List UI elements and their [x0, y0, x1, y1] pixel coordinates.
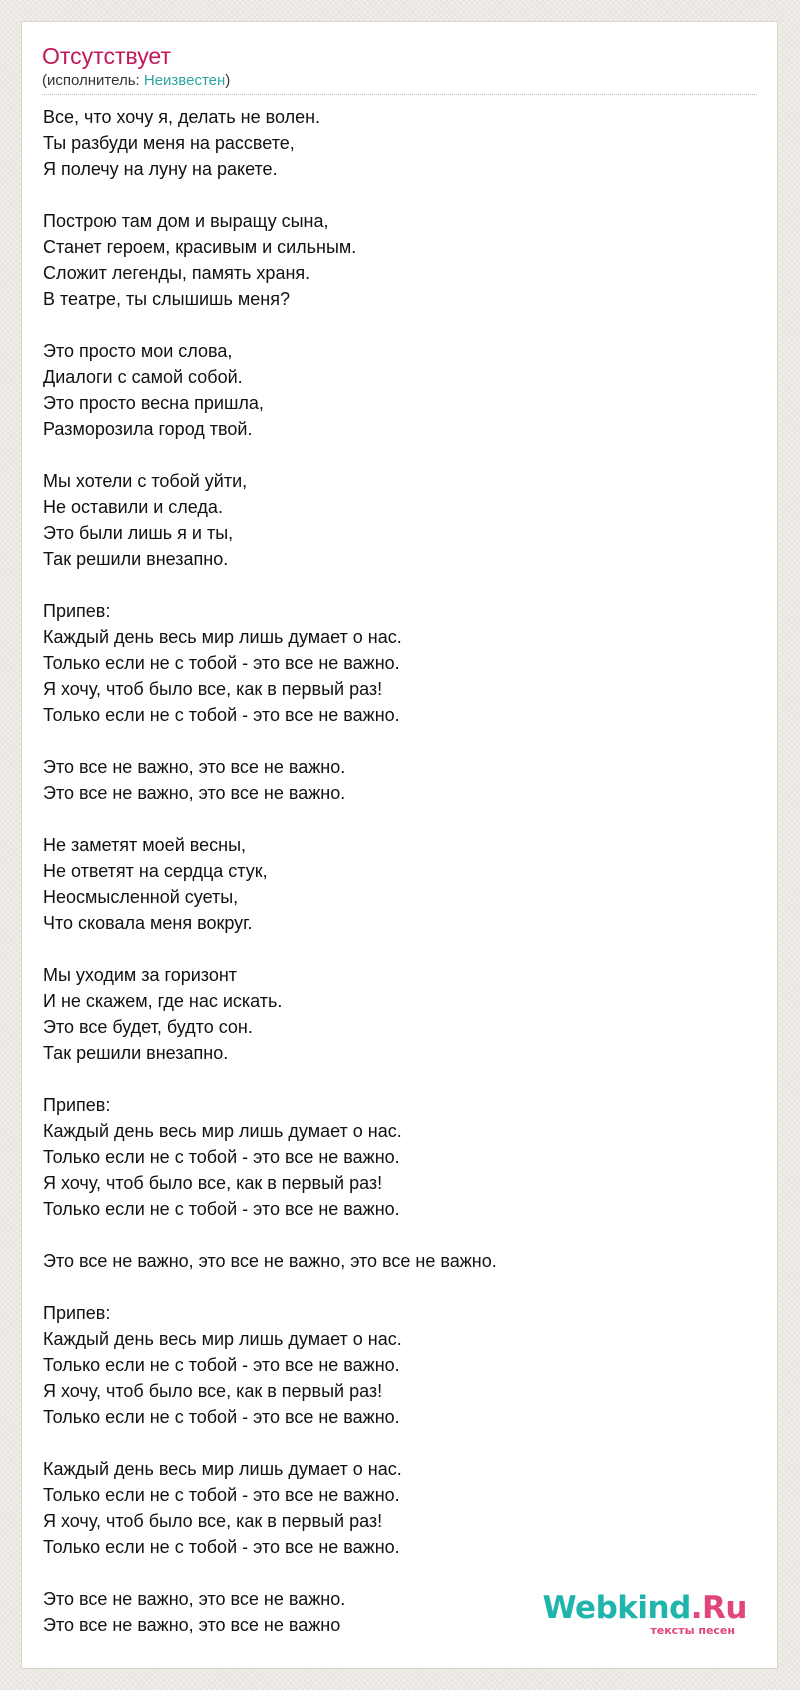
lyric-line: Я хочу, чтоб было все, как в первый раз!	[43, 679, 383, 699]
stanza-gap	[43, 1560, 743, 1586]
stanza-gap	[43, 442, 743, 468]
logo-brand: Webkind	[542, 1590, 691, 1626]
stanza-gap	[43, 1274, 743, 1300]
stanza-gap	[43, 182, 743, 208]
stanza-gap	[43, 312, 743, 338]
lyric-line: Я полечу на луну на ракете.	[43, 159, 278, 179]
lyric-line: Это все не важно, это все не важно.	[43, 783, 346, 803]
stanza-gap	[43, 806, 743, 832]
lyric-line: Припев:	[43, 601, 111, 621]
lyric-line: Я хочу, чтоб было все, как в первый раз!	[43, 1381, 383, 1401]
lyric-line: Построю там дом и выращу сына,	[43, 211, 329, 231]
lyric-line: Что сковала меня вокруг.	[43, 913, 253, 933]
artist-suffix: )	[225, 72, 231, 89]
lyric-line: Только если не с тобой - это все не важно.	[43, 1199, 400, 1219]
logo-tagline: тексты песен	[650, 1624, 735, 1637]
lyric-line: Припев:	[43, 1095, 111, 1115]
lyric-line: Не оставили и следа.	[43, 497, 223, 517]
artist-prefix: (исполнитель:	[42, 72, 144, 89]
lyric-line: Каждый день весь мир лишь думает о нас.	[43, 1329, 402, 1349]
lyric-line: Только если не с тобой - это все не важно.	[43, 1407, 400, 1427]
lyrics-body	[43, 104, 743, 1638]
lyric-line: Разморозила город твой.	[43, 419, 253, 439]
header-divider	[42, 94, 757, 95]
lyric-line: Это просто мои слова,	[43, 341, 233, 361]
site-logo[interactable]	[542, 1590, 747, 1642]
lyric-line: Это все будет, будто сон.	[43, 1017, 253, 1037]
lyric-line: Это были лишь я и ты,	[43, 523, 234, 543]
lyric-line: Ты разбуди меня на рассвете,	[43, 133, 295, 153]
lyric-line: В театре, ты слышишь меня?	[43, 289, 290, 309]
artist-line	[42, 72, 230, 90]
stanza-gap	[43, 1066, 743, 1092]
stanza-gap	[43, 1222, 743, 1248]
lyric-line: Только если не с тобой - это все не важно.	[43, 705, 400, 725]
lyric-line: Так решили внезапно.	[43, 1043, 229, 1063]
lyrics-card	[21, 21, 778, 1669]
lyric-line: Так решили внезапно.	[43, 549, 229, 569]
lyric-line: Мы хотели с тобой уйти,	[43, 471, 248, 491]
stanza-gap	[43, 936, 743, 962]
lyric-line: Я хочу, чтоб было все, как в первый раз!	[43, 1511, 383, 1531]
lyric-line: Только если не с тобой - это все не важно.	[43, 1355, 400, 1375]
stanza-gap	[43, 572, 743, 598]
lyric-line: Это просто весна пришла,	[43, 393, 264, 413]
lyric-line: Только если не с тобой - это все не важно.	[43, 653, 400, 673]
lyric-line: Припев:	[43, 1303, 111, 1323]
lyric-line: Неосмысленной суеты,	[43, 887, 239, 907]
lyric-line: Это все не важно, это все не важно, это все не важно.	[43, 1251, 497, 1271]
logo-tld: .Ru	[690, 1590, 747, 1626]
lyric-line: Только если не с тобой - это все не важно.	[43, 1485, 400, 1505]
lyric-line: Каждый день весь мир лишь думает о нас.	[43, 1121, 402, 1141]
lyric-line: Все, что хочу я, делать не волен.	[43, 107, 321, 127]
lyric-line: Только если не с тобой - это все не важно.	[43, 1537, 400, 1557]
lyric-line: Каждый день весь мир лишь думает о нас.	[43, 1459, 402, 1479]
lyric-line: Это все не важно, это все не важно	[43, 1615, 341, 1635]
stanza-gap	[43, 1430, 743, 1456]
lyric-line: Это все не важно, это все не важно.	[43, 1589, 346, 1609]
song-title: Отсутствует	[42, 43, 171, 69]
lyric-line: Я хочу, чтоб было все, как в первый раз!	[43, 1173, 383, 1193]
lyric-line: Сложит легенды, память храня.	[43, 263, 311, 283]
lyric-line: И не скажем, где нас искать.	[43, 991, 283, 1011]
stanza-gap	[43, 728, 743, 754]
artist-link[interactable]: Неизвестен	[143, 72, 226, 89]
logo-wordmark	[542, 1590, 747, 1626]
lyric-line: Мы уходим за горизонт	[43, 965, 238, 985]
lyric-line: Каждый день весь мир лишь думает о нас.	[43, 627, 402, 647]
lyric-line: Не заметят моей весны,	[43, 835, 247, 855]
lyric-line: Не ответят на сердца стук,	[43, 861, 268, 881]
lyric-line: Это все не важно, это все не важно.	[43, 757, 346, 777]
lyric-line: Станет героем, красивым и сильным.	[43, 237, 357, 257]
lyric-line: Диалоги с самой собой.	[43, 367, 243, 387]
lyric-line: Только если не с тобой - это все не важно.	[43, 1147, 400, 1167]
